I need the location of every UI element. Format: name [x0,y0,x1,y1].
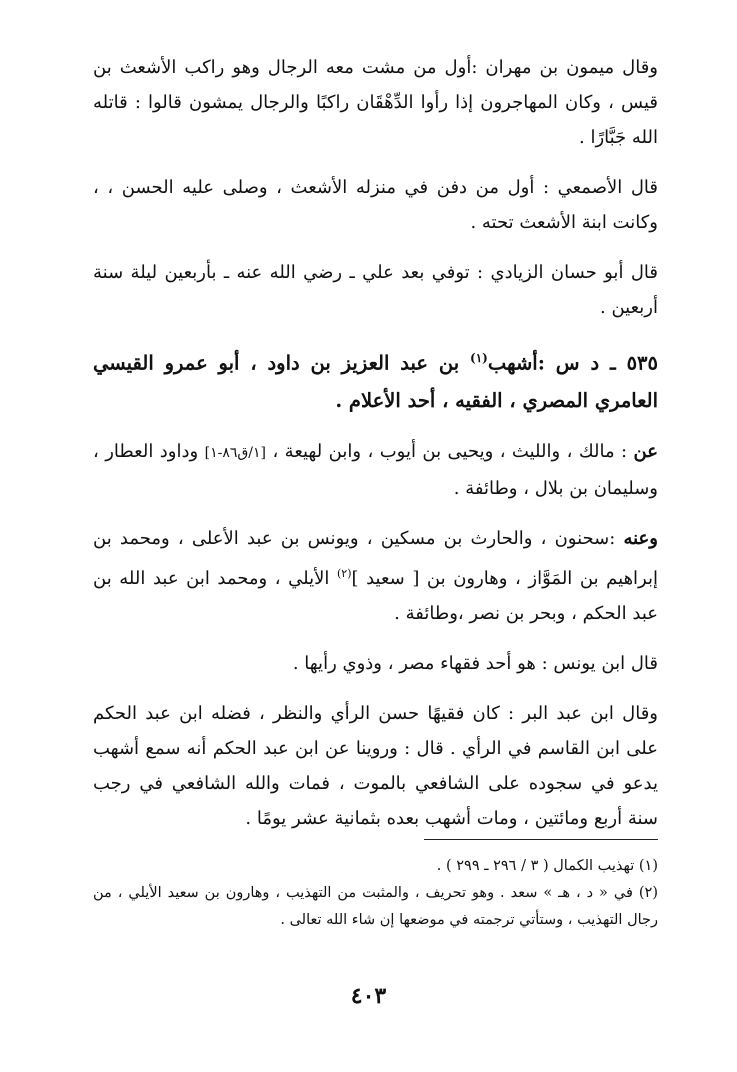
footnote-divider [424,839,658,840]
narrated-by [93,521,658,631]
paragraph-maymun: وقال ميمون بن مهران :أول من مشت معه الرجال وهو راكب الأشعث بن قيس ، وكان المهاجرون إذا رأوا الدِّهْقَان راكبًا والرجال يمشون قالوا : قاتله الله جَبَّارًا . [93,57,658,148]
page-number: ٤٠٣ [350,983,387,1009]
paragraph-ibn-abd-albarr: وقال ابن عبد البر : كان فقيهًا حسن الرأي والنظر ، فضله ابن عبد الحكم على ابن القاسم في الرأي . قال : وروينا عن ابن عبد الحكم أنه سمع أشهب يدعو في سجوده على الشافعي بالموت ، فمات والله الشافعي في رجب سنة أربع ومائتين ، ومات أشهب بعده بثمانية عشر يومًا . [93,702,658,829]
entry-rest: بن عبد العزيز بن داود ، أبو عمرو القيسي العامري المصري ، الفقيه ، أحد الأعلام . [93,351,658,412]
footnote-2: (٢) في « د ، هـ » سعد . وهو تحريف ، والمثبت من التهذيب ، وهارون بن سعيد الأيلي ، من رجال التهذيب ، وستأتي ترجمته في موضعها إن شاء الله تعالى . [93,885,658,928]
manuscript-ref: [١/ق٨٦-١] [204,444,266,461]
footnotes [93,853,658,934]
from-text-2: وداود العطار ، وسليمان بن بلال ، وطائفة . [93,440,658,499]
paragraph-ibn-yunus: قال ابن يونس : هو أحد فقهاء مصر ، وذوي رأيها . [292,652,658,674]
by-text-2: الأيلي ، ومحمد ابن عبد الله بن عبد الحكم ، وبحر بن نصر ،وطائفة . [93,567,658,624]
from-label: عن [633,440,658,462]
by-text: :سحنون ، والحارث بن مسكين ، ويونس بن عبد الأعلى ، ومحمد بن إبراهيم بن المَوَّاز ، وهارون بن [ سعيد ] [93,527,658,589]
by-label: وعنه [623,527,658,549]
entry-name: أشهب [487,351,538,375]
paragraph-zayadi: قال أبو حسان الزيادي : توفي بعد علي ـ رضي الله عنه ـ بأربعين ليلة سنة أربعين . [93,262,658,318]
from-text: : مالك ، والليث ، ويحيى بن أيوب ، وابن لهيعة ، [272,440,628,462]
footnote-ref-2: (٢) [337,566,352,580]
footnote-1: (١) تهذيب الكمال ( ٣ / ٢٩٦ ـ ٢٩٩ ) . [436,858,658,874]
main-text [93,50,658,836]
footnote-ref-1: (١) [470,351,488,365]
paragraph-asmai: قال الأصمعي : أول من دفن في منزله الأشعث ، وصلى عليه الحسن ، ، وكانت ابنة الأشعث تحته . [93,177,658,233]
entry-heading [93,340,658,419]
entry-prefix: ـ د س : [537,351,616,375]
entry-number: ٥٣٥ [626,351,658,375]
narrated-from [93,434,658,506]
